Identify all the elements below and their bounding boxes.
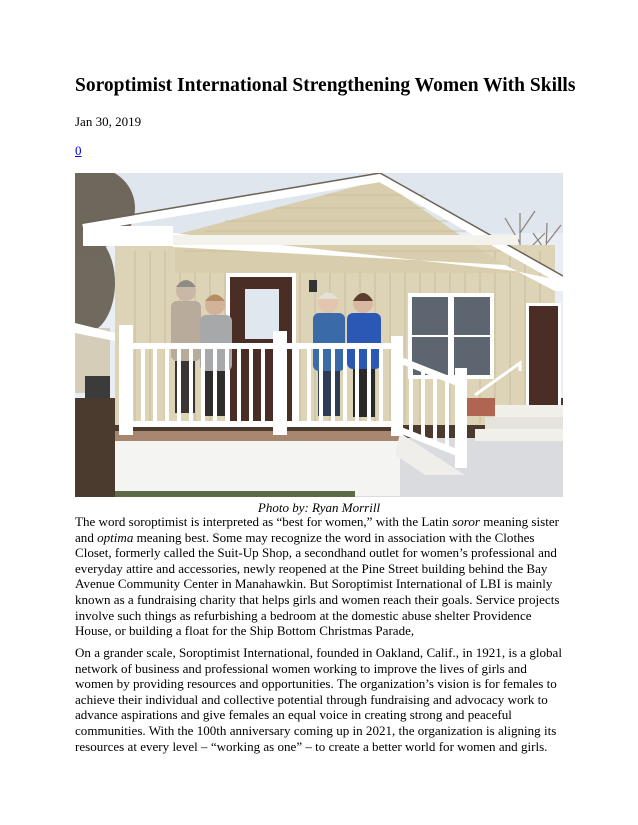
paragraph-text: The word soroptimist is interpreted as “best for women,” with the Latin xyxy=(75,514,453,529)
article-paragraph xyxy=(75,645,567,754)
article-date: Jan 30, 2019 xyxy=(75,114,142,129)
paragraph-text: meaning best. Some may recognize the word in association with the Clothes Closet, formerly called the Suit-Up Shop, a secondhand outlet for women’s professional and everyday attire and accessories, newly reopened at the Pine Street building behind the Bay Avenue Community Center in Manahawkin. But Soroptimist International of LBI is mainly known as a fundraising charity that helps girls and women reach their goals. Service projects involve such things as refurbishing a bedroom at the domestic abuse shelter Providence House, or building a float for the Ship Bottom Christmas Parade, xyxy=(75,529,560,639)
paragraph-text: On a grander scale, Soroptimist International, founded in Oakland, Calif., in 1921, is a global network of business and professional women working to improve the lives of girls and women by providing resources and opportunities. The organization’s vision is for females to achieve their individual and collective potential through fundraising and advocacy work to advance aspirations and give females an equal voice in creating strong and peaceful communities. With the 100th anniversary coming up in 2021, the organization is aligning its resources at every level – “working as one” – to create a better world for women and girls. xyxy=(75,645,562,754)
paragraph-text: meaning sister and xyxy=(75,514,559,545)
comments-count-link[interactable]: 0 xyxy=(75,143,82,158)
latin-word-soror: soror xyxy=(452,514,480,529)
latin-word-optima: optima xyxy=(97,529,134,545)
photo-caption: Photo by: Ryan Morrill xyxy=(257,500,381,515)
article-paragraph xyxy=(75,514,567,639)
article-title: Soroptimist International Strengthening Women With Skills xyxy=(75,75,576,96)
article-photo xyxy=(75,173,563,497)
